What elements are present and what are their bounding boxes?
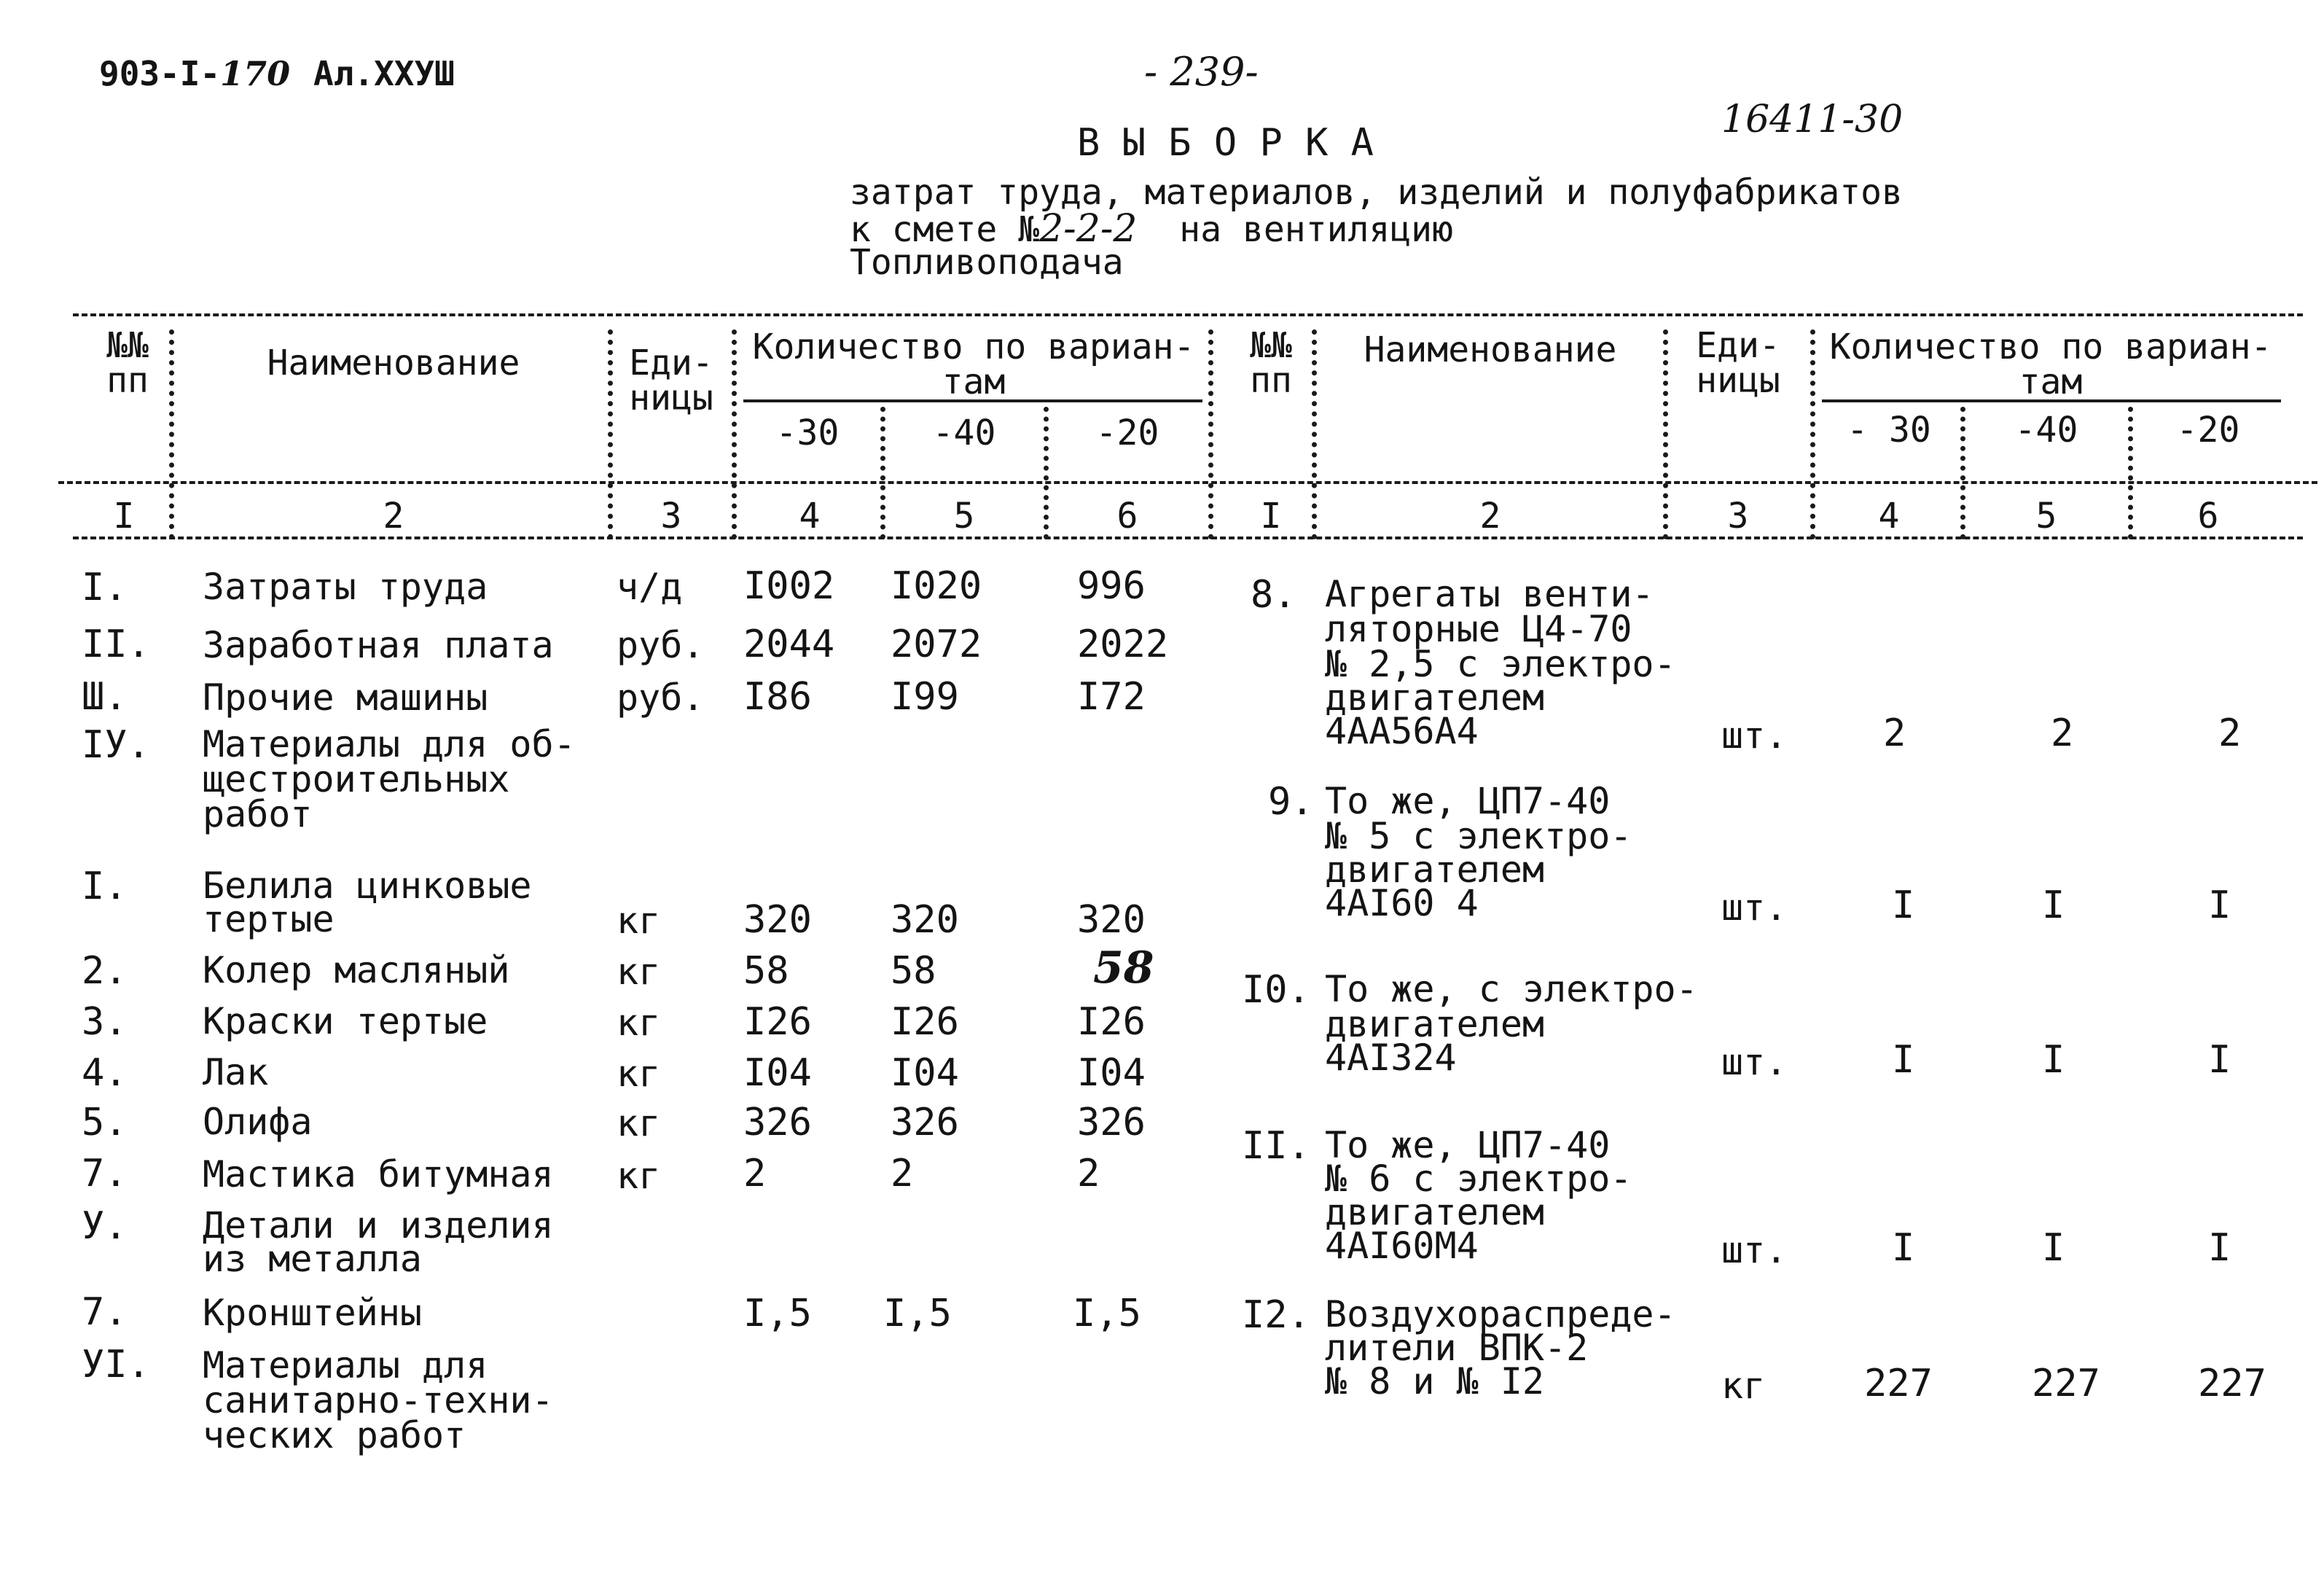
row-unit: руб. [617,676,705,719]
row-v1: I,5 [743,1292,812,1335]
subtitle-line-3: Топливоподача [850,242,1124,283]
row-v3: 996 [1077,564,1146,608]
row-v2: I04 [891,1051,959,1095]
left-header-num: №№ пп [106,325,149,401]
row-name: Воздухораспреде- [1325,1293,1676,1335]
row-v2: I [2042,1038,2065,1082]
row-v3: I04 [1077,1051,1146,1095]
row-num: II. [1242,1124,1310,1168]
row-v3: I [2208,1038,2231,1082]
row-v1: 326 [743,1101,812,1144]
row-v2: 326 [891,1101,959,1144]
row-v1: 227 [1864,1362,1933,1405]
row-num: 8. [1251,573,1296,617]
row-name: То же, ЦП7-40 [1325,1124,1611,1166]
row-num: I. [82,865,128,908]
row-unit: руб. [617,624,705,666]
row-name: двигателем [1325,1191,1545,1233]
row-v3: 326 [1077,1101,1146,1144]
row-name: № 2,5 с электро- [1325,643,1676,685]
row-unit: кг [617,900,661,942]
col-sep [169,329,174,539]
row-num: 2. [82,949,128,993]
row-name: санитарно-техни- [203,1379,554,1421]
colnum-right-3: 3 [1727,496,1749,537]
colnum-right-6: 6 [2197,496,2219,537]
colnum-bottom-rule [73,537,2303,539]
row-name: Агрегаты венти- [1325,573,1654,615]
row-unit: шт. [1721,714,1788,757]
row-name: Белила цинковые [203,865,532,907]
right-header-qty: Количество по вариан- [1829,327,2272,367]
document-code-printed: 903-I- [99,54,221,93]
colnum-left-2: 2 [383,496,404,537]
row-v1: 2044 [743,623,835,666]
colnum-right-4: 4 [1878,496,1900,537]
row-unit: шт. [1721,886,1788,929]
row-name: То же, ЦП7-40 [1325,780,1611,822]
col-sep [1810,329,1815,539]
document-number: 16411-30 [1721,98,1904,141]
row-name: Детали и изделия [203,1204,554,1246]
subtitle-suffix: на вентиляцию [1179,209,1453,250]
row-num: I0. [1242,968,1310,1012]
row-v2: 320 [891,898,959,942]
row-unit: кг [1721,1365,1766,1407]
row-name: То же, с электро- [1325,968,1698,1010]
row-v3: I,5 [1073,1292,1141,1335]
row-v1: I [1892,1038,1915,1082]
row-unit: шт. [1721,1041,1788,1083]
left-header-v2: -40 [932,413,996,453]
col-sep [1208,329,1213,539]
right-header-unit: Еди- ницы [1696,325,1780,401]
row-name: Затраты труда [203,566,488,608]
colnum-right-1: I [1260,496,1282,537]
col-sep [2128,407,2133,539]
row-unit: кг [617,1002,661,1044]
row-name: 4АI60 4 [1325,882,1479,924]
row-v2: 227 [2032,1362,2100,1405]
row-num: 3. [82,1000,128,1044]
document-code [99,54,291,93]
subtitle-prefix: к смете № [850,209,1040,250]
left-header-qty: Количество по вариан- [752,327,1195,367]
colnum-left-5: 5 [953,496,975,537]
row-v1: I26 [743,1000,812,1044]
row-num: 7. [82,1290,128,1334]
row-num: 9. [1268,780,1314,824]
row-v1: 2 [743,1152,767,1195]
row-name: ческих работ [203,1414,466,1456]
row-name: Материалы для об- [203,723,576,765]
row-name: 4АА56А4 [1325,710,1479,752]
document-title: В Ы Б О Р К А [1077,121,1374,165]
right-header-num: №№ пп [1250,325,1292,401]
row-v3: I [2208,883,2231,927]
row-name: 4АI324 [1325,1037,1457,1079]
row-unit: кг [617,951,661,993]
table-top-rule [73,313,2303,316]
row-num: 7. [82,1152,128,1195]
row-num: УI. [82,1343,150,1386]
row-v2: I,5 [883,1292,952,1335]
row-v2: 58 [891,949,936,993]
row-v2: I [2042,883,2065,927]
right-header-v1: - 30 [1847,410,1931,450]
row-name: двигателем [1325,848,1545,891]
row-name: 4АI60М4 [1325,1225,1479,1267]
row-v3: I72 [1077,675,1146,719]
right-header-qty-cont: там [2019,362,2083,402]
row-v3: 2022 [1077,623,1169,666]
row-name: Материалы для [203,1344,488,1386]
row-v3: 227 [2198,1362,2266,1405]
row-name: Краски тертые [203,1000,488,1042]
row-name: лители ВПК-2 [1325,1327,1589,1369]
row-name: № 8 и № I2 [1325,1360,1545,1402]
col-sep [608,329,613,539]
row-num: IУ. [82,723,150,767]
row-v3: 320 [1077,898,1146,942]
row-v3: 2 [2218,711,2242,755]
row-name: Лак [203,1051,269,1093]
row-v2: I99 [891,675,959,719]
row-name: № 6 с электро- [1325,1158,1632,1200]
row-name: Колер масляный [203,949,510,991]
row-v2: 2072 [891,623,982,666]
col-sep [880,407,885,539]
row-v2: 2 [2051,711,2074,755]
row-name: тертые [203,898,334,940]
row-name: двигателем [1325,676,1545,719]
colnum-right-2: 2 [1479,496,1501,537]
row-v1: I002 [743,564,835,608]
row-name: № 5 с электро- [1325,815,1632,857]
row-name: Олифа [203,1101,313,1143]
row-name: Кронштейны [203,1292,423,1334]
row-v2: I020 [891,564,982,608]
left-header-name: Наименование [267,343,520,383]
row-v1: 2 [1883,711,1906,755]
row-v2: 2 [891,1152,914,1195]
left-header-unit: Еди- ницы [629,343,713,418]
page-number: - 239- [1144,49,1259,95]
row-name: Мастика битумная [203,1153,554,1195]
col-sep [1960,407,1965,539]
row-name: Заработная плата [203,624,554,666]
row-unit: кг [617,1155,661,1197]
row-num: У. [82,1204,128,1248]
row-name: из металла [203,1238,423,1280]
colnum-left-1: I [113,496,135,537]
row-v1: I [1892,1226,1915,1270]
col-sep [1312,329,1317,539]
row-unit: шт. [1721,1229,1788,1271]
row-unit: кг [617,1102,661,1144]
row-name: работ [203,793,313,835]
row-name: щестроительных [203,758,510,800]
right-header-v3: -20 [2176,410,2240,450]
colnum-right-5: 5 [2035,496,2057,537]
row-num: 4. [82,1051,128,1095]
album-label: Ал.ХХУШ [313,54,455,93]
col-sep [1663,329,1668,539]
row-v3: 58 [1093,943,1154,994]
row-num: I2. [1242,1293,1310,1337]
left-header-qty-cont: там [942,362,1006,402]
estimate-number-handwritten: 2-2-2 [1039,207,1138,251]
document-code-handwritten: 170 [220,54,291,93]
header-bottom-rule [58,481,2317,484]
row-v2: I [2042,1226,2065,1270]
row-name: двигателем [1325,1003,1545,1045]
row-num: 5. [82,1101,128,1144]
row-v3: I26 [1077,1000,1146,1044]
colnum-left-3: 3 [660,496,682,537]
left-header-v3: -20 [1095,413,1159,453]
row-num: I. [82,566,128,609]
row-v3: 2 [1077,1152,1100,1195]
col-sep [1044,407,1049,539]
colnum-left-4: 4 [799,496,821,537]
row-unit: ч/д [617,566,683,608]
row-v1: 58 [743,949,789,993]
right-header-v2: -40 [2014,410,2078,450]
row-v1: I [1892,883,1915,927]
row-v1: 320 [743,898,812,942]
colnum-left-6: 6 [1116,496,1138,537]
row-unit: кг [617,1053,661,1095]
right-header-name: Наименование [1364,329,1617,370]
row-v1: I04 [743,1051,812,1095]
row-num: II. [82,623,150,666]
subtitle-line-1: затрат труда, материалов, изделий и полуфабрикатов [850,172,1903,213]
row-num: Ш. [82,675,128,719]
row-name: Прочие машины [203,676,488,719]
row-name: ляторные Ц4-70 [1325,608,1632,650]
row-v3: I [2208,1226,2231,1270]
row-v2: I26 [891,1000,959,1044]
row-v1: I86 [743,675,812,719]
left-header-v1: -30 [775,413,840,453]
